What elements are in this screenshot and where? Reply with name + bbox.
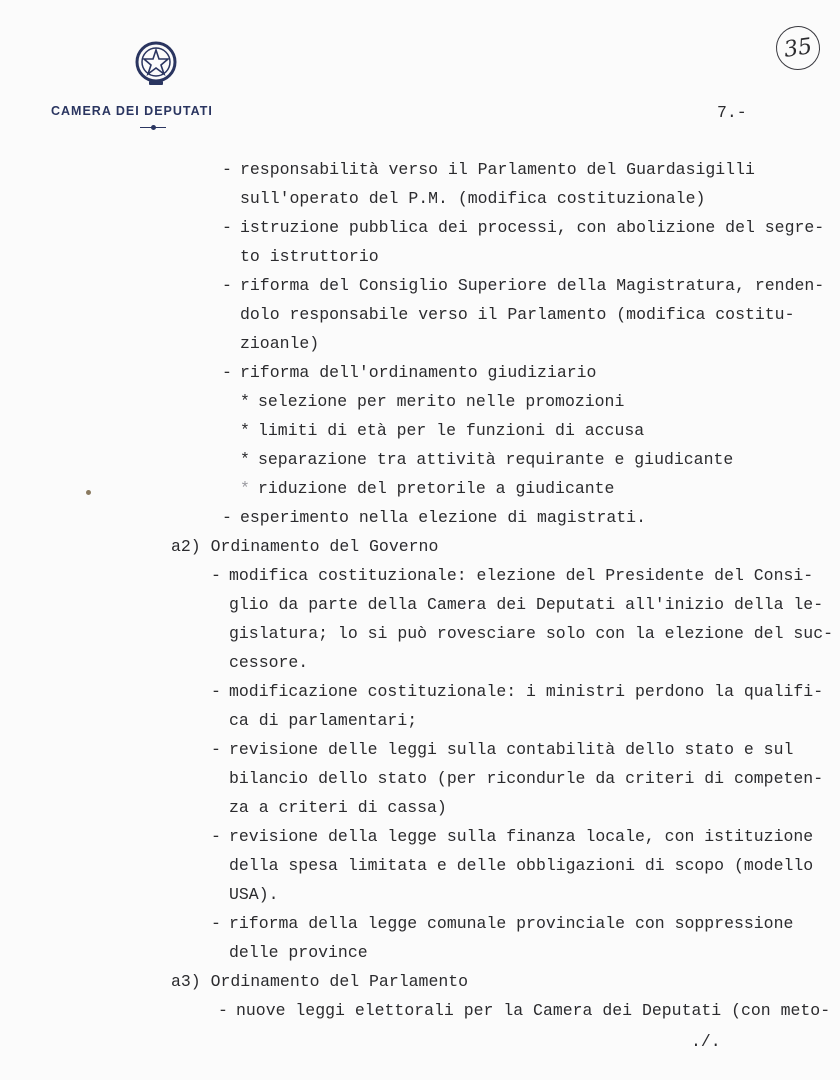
sub-bullet: * [240, 392, 250, 411]
list-item-line: modificazione costituzionale: i ministri perdono la qualifi- [229, 682, 824, 701]
list-item-line: glio da parte della Camera dei Deputati all'inizio della le- [229, 595, 824, 614]
sub-bullet: * [240, 479, 250, 498]
list-bullet: - [218, 1001, 228, 1020]
list-item-line: za a criteri di cassa) [229, 798, 447, 817]
list-item-line: revisione della legge sulla finanza locale, con istituzione [229, 827, 814, 846]
list-item-line: responsabilità verso il Parlamento del Guardasigilli [240, 160, 755, 179]
list-bullet: - [222, 160, 232, 179]
list-item-line: istruzione pubblica dei processi, con abolizione del segre- [240, 218, 825, 237]
sub-item-text: selezione per merito nelle promozioni [258, 392, 625, 411]
list-item-line: riforma della legge comunale provinciale con soppressione [229, 914, 794, 933]
sub-bullet: * [240, 450, 250, 469]
list-item-line: bilancio dello stato (per ricondurle da criteri di competen- [229, 769, 824, 788]
margin-mark [86, 490, 91, 495]
list-item-line: ca di parlamentari; [229, 711, 418, 730]
list-bullet: - [222, 508, 232, 527]
list-item-line: della spesa limitata e delle obbligazioni di scopo (modello [229, 856, 814, 875]
list-item-line: to istruttorio [240, 247, 379, 266]
list-item-line: sull'operato del P.M. (modifica costituzionale) [240, 189, 706, 208]
list-item-line: delle province [229, 943, 368, 962]
continuation-mark: ./. [691, 1032, 721, 1051]
list-bullet: - [222, 363, 232, 382]
sub-item-text: riduzione del pretorile a giudicante [258, 479, 615, 498]
list-item-line: USA). [229, 885, 279, 904]
list-bullet: - [222, 218, 232, 237]
list-item-line: zioanle) [240, 334, 320, 353]
list-bullet: - [211, 682, 221, 701]
sub-item-text: separazione tra attività requirante e giudicante [258, 450, 734, 469]
list-item-line: riforma dell'ordinamento giudiziario [240, 363, 597, 382]
page-number: 7.- [717, 103, 747, 122]
list-item-line: riforma del Consiglio Superiore della Magistratura, renden- [240, 276, 825, 295]
institution-name: CAMERA DEI DEPUTATI [51, 104, 213, 118]
list-item-line: gislatura; lo si può rovesciare solo con la elezione del suc- [229, 624, 833, 643]
section-heading: a3) Ordinamento del Parlamento [171, 972, 469, 991]
sub-item-text: limiti di età per le funzioni di accusa [258, 421, 645, 440]
list-bullet: - [211, 914, 221, 933]
header-divider-dot [151, 125, 156, 130]
list-bullet: - [211, 566, 221, 585]
list-bullet: - [222, 276, 232, 295]
list-item-line: cessore. [229, 653, 309, 672]
italian-republic-emblem [133, 38, 179, 90]
list-item-line: revisione delle leggi sulla contabilità dello stato e sul [229, 740, 794, 759]
list-item-line: modifica costituzionale: elezione del Presidente del Consi- [229, 566, 814, 585]
list-item-line: dolo responsabile verso il Parlamento (modifica costitu- [240, 305, 795, 324]
archive-stamp: 35 [773, 23, 823, 73]
sub-bullet: * [240, 421, 250, 440]
list-bullet: - [211, 827, 221, 846]
list-item-line: nuove leggi elettorali per la Camera dei Deputati (con meto- [236, 1001, 831, 1020]
list-item-line: esperimento nella elezione di magistrati. [240, 508, 646, 527]
list-bullet: - [211, 740, 221, 759]
section-heading: a2) Ordinamento del Governo [171, 537, 439, 556]
